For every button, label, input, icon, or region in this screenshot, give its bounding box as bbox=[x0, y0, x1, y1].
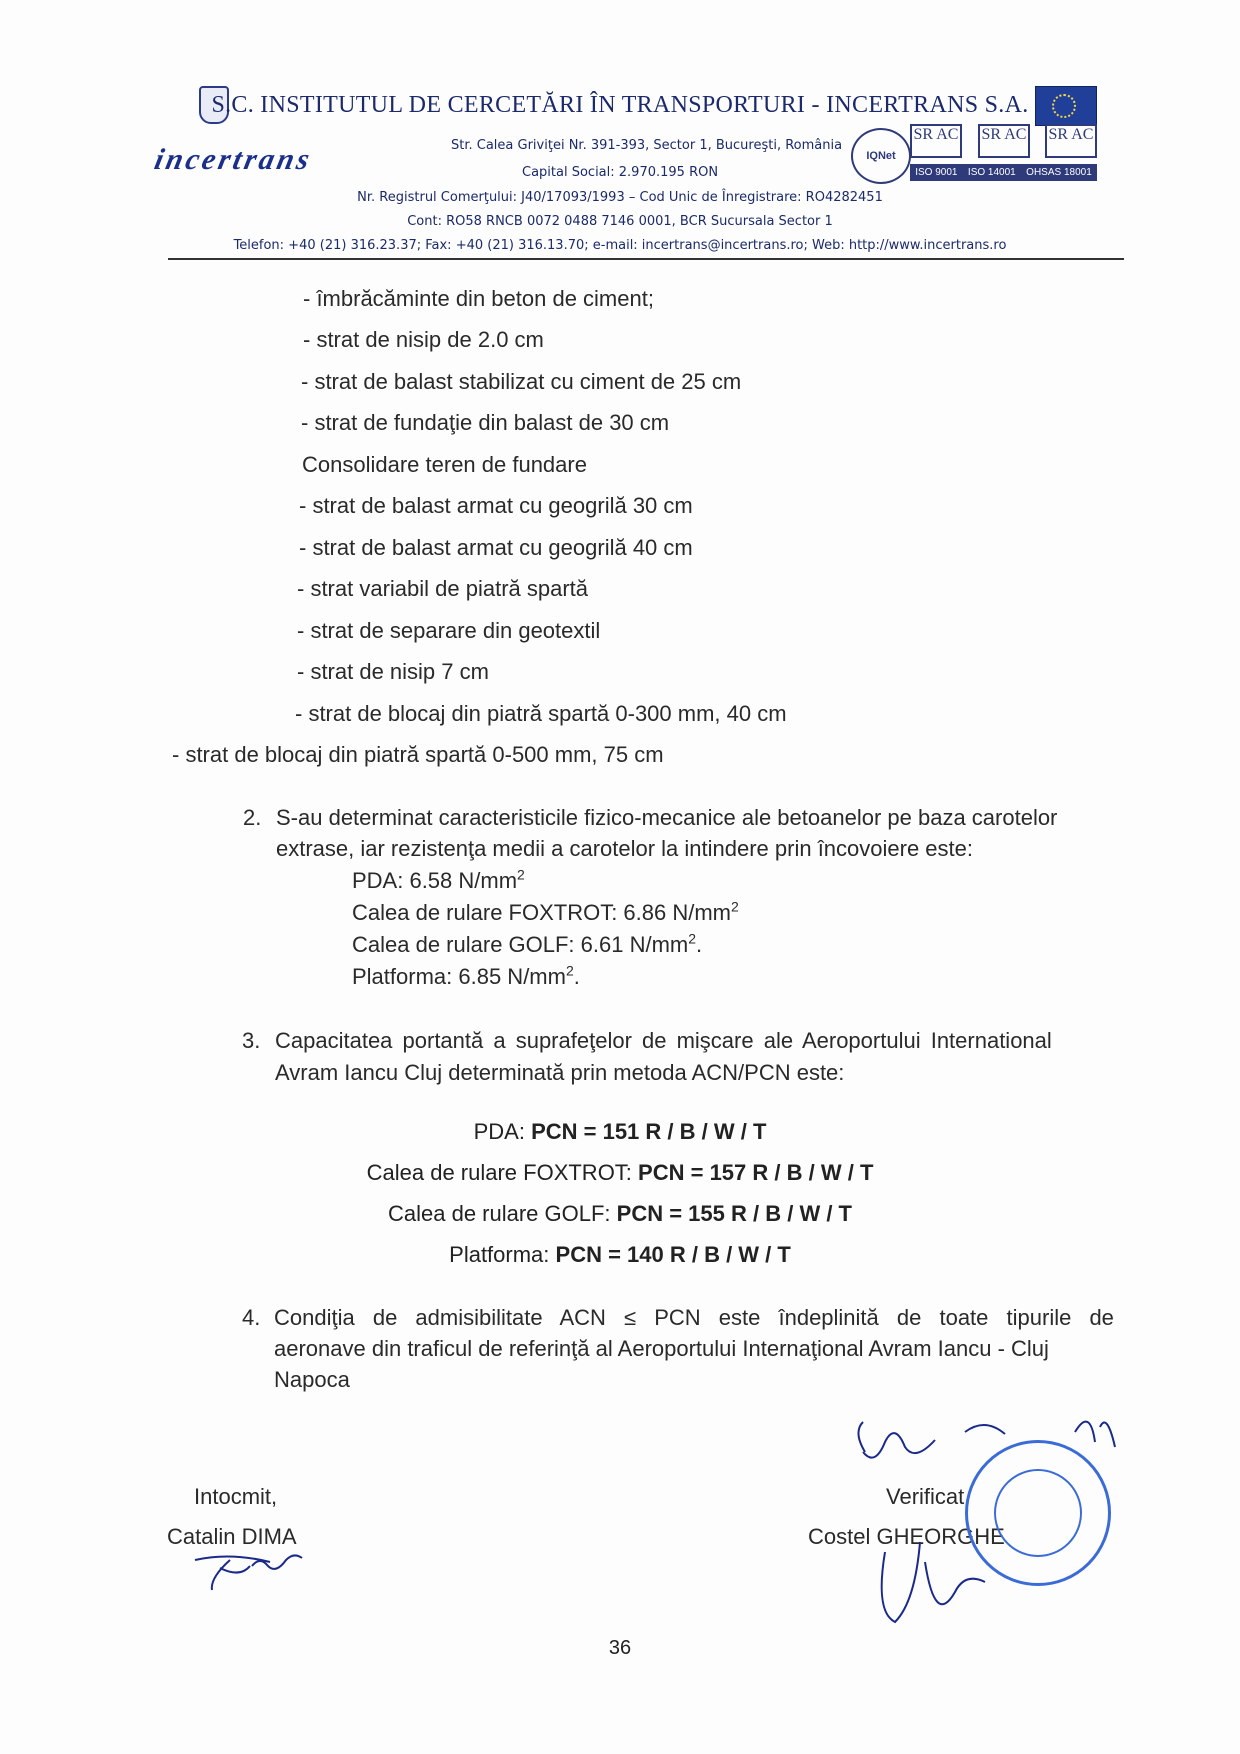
item-number: 4. bbox=[242, 1305, 261, 1330]
layer-item: - strat de fundaţie din balast de 30 cm bbox=[301, 410, 670, 435]
pcn-value-row: Platforma: PCN = 140 R / B / W / T bbox=[449, 1242, 791, 1267]
verified-by-name: Costel GHEORGHE bbox=[808, 1524, 1005, 1549]
pcn-value-row: Calea de rulare GOLF: PCN = 155 R / B / W / T bbox=[387, 1201, 852, 1226]
pcn-value-row: PDA: PCN = 151 R / B / W / T bbox=[473, 1119, 767, 1144]
strength-value: Platforma: 6.85 $N/mm^2$. bbox=[352, 962, 580, 989]
strength-value: Calea de rulare FOXTROT: 6.86 $N/mm^2$ bbox=[352, 898, 739, 925]
company-account: Cont: RO58 RNCB 0072 0488 7146 0001, BCR Sucursala Sector 1 bbox=[407, 214, 833, 229]
layer-item: - strat de balast stabilizat cu ciment de 25 cm bbox=[301, 369, 742, 394]
layer-item: - strat de nisip 7 cm bbox=[297, 659, 489, 684]
iqnet-certification-icon: IQNet bbox=[851, 128, 911, 184]
company-address: Str. Calea Griviţei Nr. 391-393, Sector 1, Bucureşti, România bbox=[451, 138, 843, 153]
company-registry: Nr. Registrul Comerţului: J40/17093/1993 – Cod Unic de Înregistrare: RO4282451 bbox=[357, 190, 883, 205]
company-title: S.C. INSTITUTUL DE CERCETĂRI ÎN TRANSPORTURI - INCERTRANS S.A. bbox=[211, 92, 1029, 118]
layer-item: - strat de separare din geotextil bbox=[297, 618, 601, 643]
item-3-text: Avram Iancu Cluj determinată prin metoda ACN/PCN este: bbox=[275, 1060, 845, 1085]
company-contact: Telefon: +40 (21) 316.23.37; Fax: +40 (21) 316.13.70; e-mail: incertrans@incertrans.ro; Web: http://www.incertrans.ro bbox=[233, 238, 1007, 253]
strength-value: Calea de rulare GOLF: 6.61 $N/mm^2$. bbox=[352, 930, 703, 957]
signature-gheorghe bbox=[845, 1412, 1145, 1632]
section-heading: Consolidare teren de fundare bbox=[302, 452, 587, 477]
iso-9001-label: ISO 9001 bbox=[915, 167, 958, 178]
strength-value: PDA: 6.58 $N/mm^2$ bbox=[352, 866, 525, 893]
item-4-text: aeronave din traficul de referinţă al Aeroportului Internaţional Avram Iancu - Cluj bbox=[274, 1336, 1049, 1361]
layer-item: - strat de balast armat cu geogrilă 40 cm bbox=[299, 535, 693, 560]
item-4-text: Napoca bbox=[274, 1367, 350, 1392]
iso-certifications-bar bbox=[910, 164, 1097, 181]
pcn-value-row: Calea de rulare FOXTROT: PCN = 157 R / B / W / T bbox=[366, 1160, 874, 1185]
verified-by-label: Verificat, bbox=[886, 1484, 971, 1509]
item-2-text: S-au determinat caracteristicile fizico-mecanice ale betoanelor pe baza carotelor bbox=[276, 805, 1058, 830]
ohsas-18001-label: OHSAS 18001 bbox=[1026, 167, 1092, 178]
srac-certification-icon: SR AC bbox=[1045, 124, 1097, 158]
header-divider bbox=[168, 258, 1124, 260]
layer-item: - strat variabil de piatră spartă bbox=[297, 576, 589, 601]
item-number: 2. bbox=[243, 805, 262, 830]
srac-certification-icon: SR AC bbox=[978, 124, 1030, 158]
company-capital: Capital Social: 2.970.195 RON bbox=[522, 165, 719, 180]
layer-item: - strat de blocaj din piatră spartă 0-300 mm, 40 cm bbox=[295, 701, 787, 726]
layer-item: - îmbrăcăminte din beton de ciment; bbox=[303, 286, 654, 311]
incertrans-logo: incertrans bbox=[151, 143, 316, 176]
item-3-text: Capacitatea portantă a suprafeţelor de mişcare ale Aeroportului International bbox=[275, 1028, 1052, 1053]
layer-item: - strat de balast armat cu geogrilă 30 cm bbox=[299, 493, 693, 518]
page-number: 36 bbox=[608, 1637, 632, 1659]
item-4-text: Condiţia de admisibilitate ACN ≤ PCN este îndeplinită de toate tipurile de bbox=[274, 1305, 1114, 1330]
prepared-by-label: Intocmit, bbox=[194, 1484, 278, 1509]
signature-dima bbox=[190, 1548, 310, 1596]
item-2-text: extrase, iar rezistenţa medii a carotelor la intindere prin încovoiere este: bbox=[276, 836, 974, 861]
layer-item: - strat de blocaj din piatră spartă 0-500 mm, 75 cm bbox=[172, 742, 664, 767]
layer-item: - strat de nisip de 2.0 cm bbox=[303, 327, 544, 352]
srac-certification-icon: SR AC bbox=[910, 124, 962, 158]
item-number: 3. bbox=[242, 1028, 261, 1053]
prepared-by-name: Catalin DIMA bbox=[167, 1524, 297, 1549]
iso-14001-label: ISO 14001 bbox=[967, 167, 1016, 178]
eu-flag-icon bbox=[1035, 86, 1097, 126]
